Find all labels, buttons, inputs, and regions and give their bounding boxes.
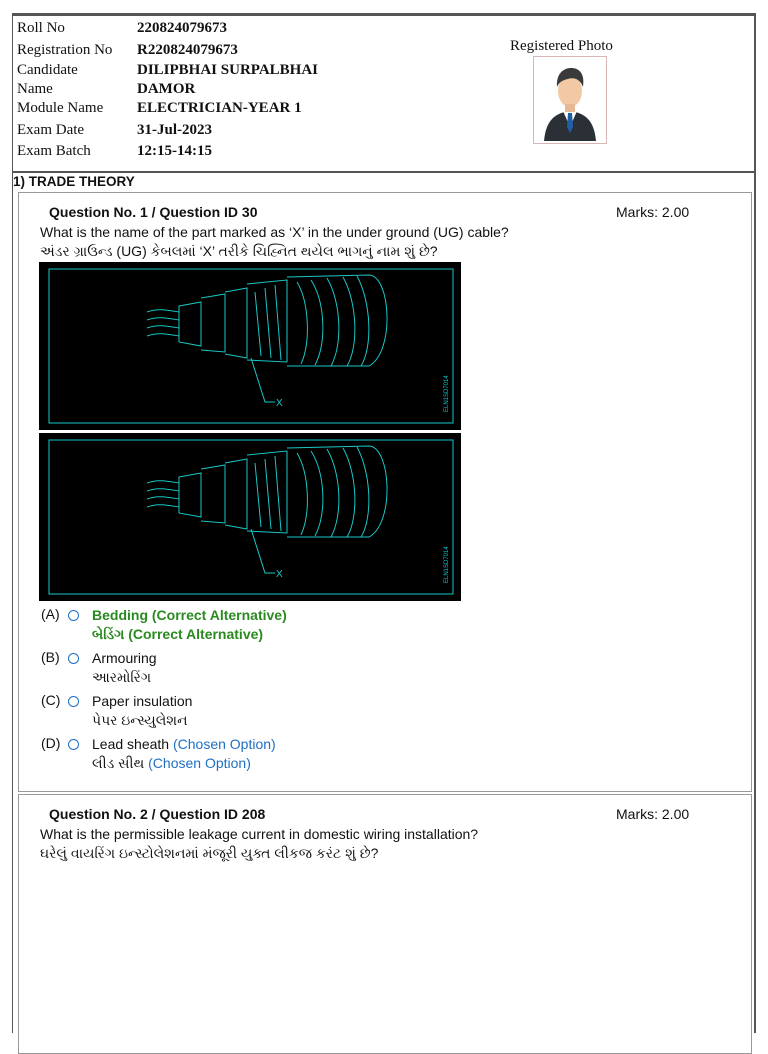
correct-alternative-tag: (Correct Alternative) (151, 607, 287, 623)
roll-no-value: 220824079673 (137, 20, 227, 36)
registered-photo (533, 56, 607, 144)
registered-photo-label: Registered Photo (510, 38, 613, 54)
option-text-gujarati: પેપર ઇન્સ્યુલેશન (92, 711, 188, 728)
candidate-header (13, 16, 754, 173)
option-letter: (A) (41, 606, 60, 622)
radio-button[interactable] (68, 696, 79, 707)
exam-batch-label: Exam Batch (17, 143, 91, 159)
question-text-english: What is the name of the part marked as ‘X’ in the under ground (UG) cable? (40, 224, 509, 240)
radio-button[interactable] (68, 653, 79, 664)
option-text-gujarati: બેડિંગ (92, 625, 125, 642)
radio-button[interactable] (68, 610, 79, 621)
option-text-english: Bedding (92, 607, 148, 623)
module-label: Module Name (17, 100, 104, 116)
candidate-name-label: Candidate (17, 62, 78, 78)
chosen-option-tag: (Chosen Option) (172, 736, 276, 752)
question-text (40, 825, 478, 862)
exam-batch-value: 12:15-14:15 (137, 143, 212, 159)
figure-x-label: X (276, 398, 283, 409)
candidate-name-value-2: DAMOR (137, 80, 196, 97)
option-text-english: Armouring (92, 650, 157, 666)
option-text-gujarati: આરમોરિંગ (92, 668, 152, 685)
question-text-gujarati: ઘરેલું વાયરિંગ ઇન્સ્ટોલેશનમાં મંજૂરી યુક્ત લીકજ કરંટ શું છે? (40, 844, 379, 861)
option-letter: (D) (41, 735, 61, 751)
cable-figure (39, 262, 461, 430)
figure-code: ELN1SD7014 (444, 375, 450, 412)
section-title: 1) TRADE THEORY (13, 174, 135, 189)
question-card (18, 794, 752, 1054)
chosen-option-tag: (Chosen Option) (148, 754, 251, 771)
question-text-gujarati: અંડર ગ્રાઉન્ડ (UG) કેબલમાં ‘X’ તરીકે ચિહ્નિત થયેલ ભાગનું નામ શું છે? (40, 242, 438, 259)
radio-button[interactable] (68, 739, 79, 750)
question-card (18, 192, 752, 792)
cable-figure (39, 433, 461, 601)
figure-x-label: X (276, 569, 283, 580)
exam-date-value: 31-Jul-2023 (137, 121, 212, 138)
candidate-name-value: DILIPBHAI SURPALBHAI (137, 62, 319, 78)
module-value: ELECTRICIAN-YEAR 1 (137, 100, 302, 116)
question-text-english: What is the permissible leakage current in domestic wiring installation? (40, 826, 479, 842)
figure-code: ELN1SD7014 (444, 546, 450, 583)
exam-date-label: Exam Date (17, 121, 85, 138)
question-text (40, 223, 509, 260)
option-text-gujarati: લીડ સીથ (92, 754, 145, 771)
question-marks: Marks: 2.00 (616, 806, 690, 822)
option-text-english: Paper insulation (92, 693, 193, 709)
correct-alternative-tag: (Correct Alternative) (128, 625, 264, 642)
candidate-name-label-2: Name (17, 80, 53, 97)
avatar-icon (534, 57, 606, 143)
candidate-info (17, 18, 318, 163)
question-marks: Marks: 2.00 (616, 204, 690, 220)
response-sheet (12, 13, 756, 1033)
roll-no-label: Roll No (17, 20, 65, 36)
option-letter: (B) (41, 649, 60, 665)
option-letter: (C) (41, 692, 61, 708)
registration-label: Registration No (17, 41, 113, 58)
registration-value: R220824079673 (137, 41, 238, 58)
question-heading: Question No. 2 / Question ID 208 (49, 806, 266, 822)
question-heading: Question No. 1 / Question ID 30 (49, 204, 258, 220)
option-text-english: Lead sheath (92, 736, 170, 752)
